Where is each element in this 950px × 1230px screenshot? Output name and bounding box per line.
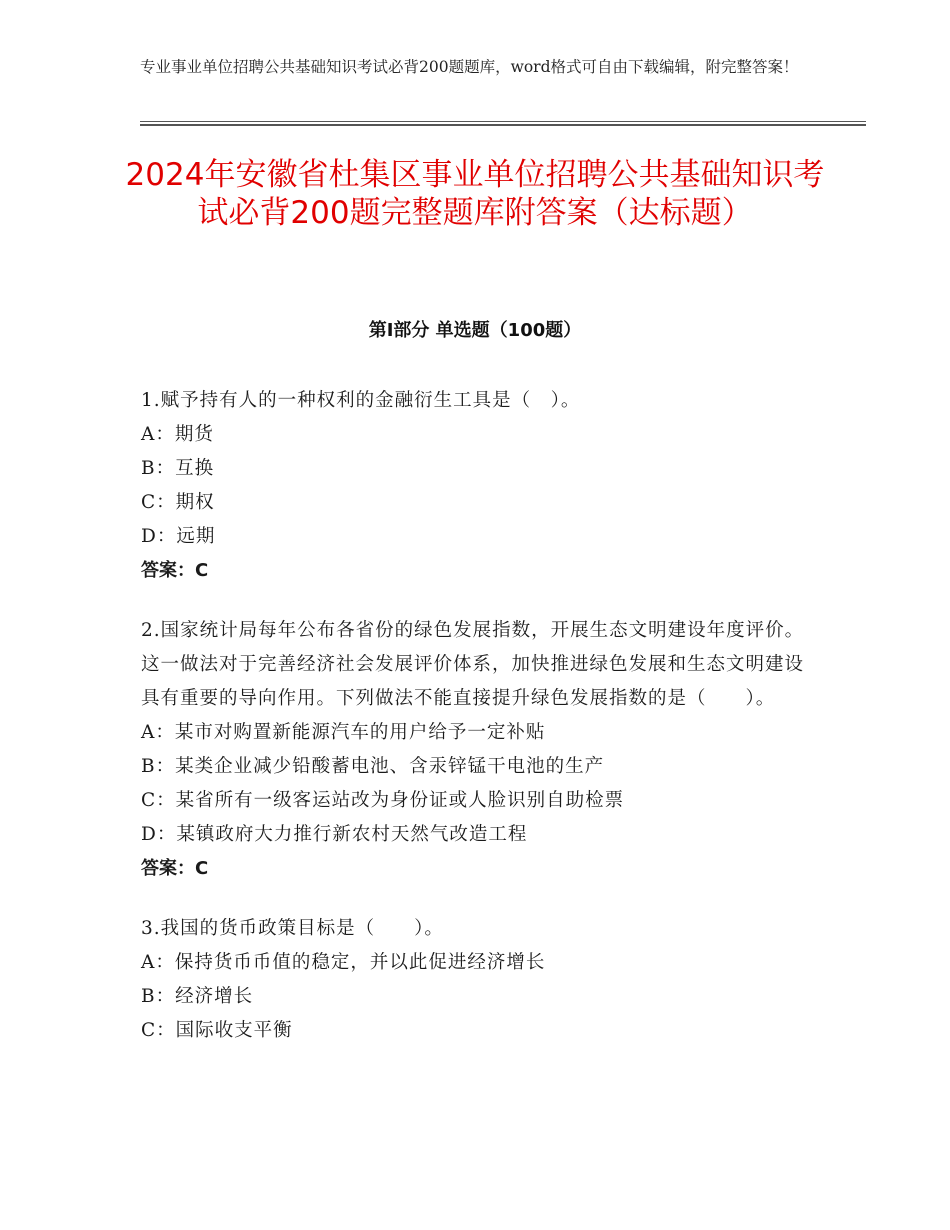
option-d: D：某镇政府大力推行新农村天然气改造工程 [141, 824, 528, 845]
option-c: C：期权 [141, 492, 215, 513]
section-heading: 第Ⅰ部分 单选题（100题） [368, 320, 582, 341]
question-stem: 1.赋予持有人的一种权利的金融衍生工具是（ ）。 [141, 390, 581, 411]
option-a: A：保持货币币值的稳定，并以此促进经济增长 [141, 952, 546, 973]
option-a: A：某市对购置新能源汽车的用户给予一定补贴 [141, 722, 546, 743]
option-d: D：远期 [141, 526, 216, 547]
option-b: B：某类企业减少铅酸蓄电池、含汞锌锰干电池的生产 [141, 756, 605, 777]
header-note: 专业事业单位招聘公共基础知识考试必背200题题库，word格式可自由下载编辑，附完整答案！ [140, 58, 799, 76]
question-2 [141, 614, 809, 886]
option-c: C：国际收支平衡 [141, 1020, 293, 1041]
question-3 [141, 912, 809, 1048]
option-c: C：某省所有一级客运站改为身份证或人脸识别自助检票 [141, 790, 625, 811]
option-b: B：互换 [141, 458, 215, 479]
question-stem: 3.我国的货币政策目标是（ ）。 [141, 918, 444, 939]
question-stem: 2.国家统计局每年公布各省份的绿色发展指数，开展生态文明建设年度评价。这一做法对于完善经济社会发展评价体系，加快推进绿色发展和生态文明建设具有重要的导向作用。下列做法不能直接提升绿色发展指数的是（ ）。 [141, 620, 805, 709]
question-1 [141, 384, 809, 588]
answer: 答案：C [141, 858, 209, 879]
answer: 答案：C [141, 560, 209, 581]
header-divider-thick [140, 124, 866, 126]
option-a: A：期货 [141, 424, 214, 445]
header-divider [140, 121, 866, 122]
question-list [141, 384, 809, 1074]
document-title: 2024年安徽省杜集区事业单位招聘公共基础知识考试必背200题完整题库附答案（达标题） [125, 157, 825, 231]
option-b: B：经济增长 [141, 986, 254, 1007]
